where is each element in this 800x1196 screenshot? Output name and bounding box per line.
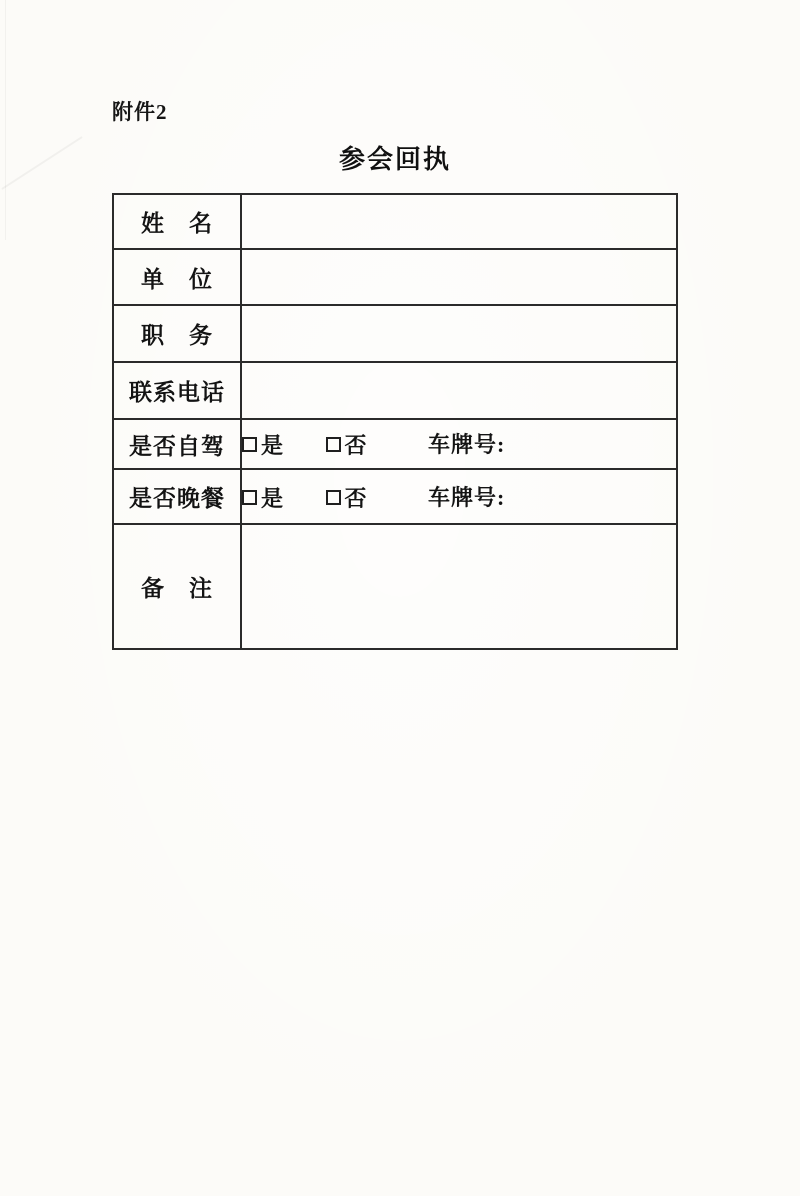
checkbox-icon[interactable] (326, 437, 341, 452)
position-label: 职 务 (113, 305, 241, 362)
table-row-remarks (113, 524, 677, 649)
self-drive-options-cell (241, 419, 677, 469)
attachment-label: 附件2 (112, 100, 168, 124)
option-no-label: 否 (344, 433, 367, 458)
plate-number-label: 车牌号: (428, 432, 506, 457)
table-row-dinner (113, 469, 677, 524)
remarks-input-cell[interactable] (241, 524, 677, 649)
phone-label: 联系电话 (113, 362, 241, 419)
table-row-position (113, 305, 677, 362)
table-row-name (113, 194, 677, 249)
option-no-label: 否 (344, 485, 367, 511)
position-input-cell[interactable] (241, 305, 677, 362)
table-row-organization (113, 249, 677, 305)
checkbox-icon[interactable] (242, 490, 257, 505)
self-drive-option-no[interactable] (326, 429, 367, 460)
organization-input-cell[interactable] (241, 249, 677, 305)
organization-label: 单 位 (113, 249, 241, 305)
dinner-option-yes[interactable] (242, 482, 283, 513)
scan-edge-artifact (5, 0, 6, 240)
dinner-label: 是否晚餐 (113, 469, 241, 524)
remarks-label: 备 注 (113, 524, 241, 649)
form-title: 参会回执 (338, 145, 451, 174)
phone-input-cell[interactable] (241, 362, 677, 419)
table-row-self-drive (113, 419, 677, 469)
checkbox-icon[interactable] (326, 490, 341, 505)
self-drive-label: 是否自驾 (113, 419, 241, 469)
name-input-cell[interactable] (241, 194, 677, 249)
checkbox-icon[interactable] (242, 437, 257, 452)
plate-number-label: 车牌号: (428, 484, 506, 510)
self-drive-option-yes[interactable] (242, 429, 283, 460)
dinner-options-cell (241, 469, 677, 524)
option-yes-label: 是 (261, 485, 284, 511)
dinner-option-no[interactable] (326, 482, 367, 513)
reply-form-table (112, 193, 678, 650)
option-yes-label: 是 (261, 433, 284, 458)
table-row-phone (113, 362, 677, 419)
name-label: 姓 名 (113, 194, 241, 249)
